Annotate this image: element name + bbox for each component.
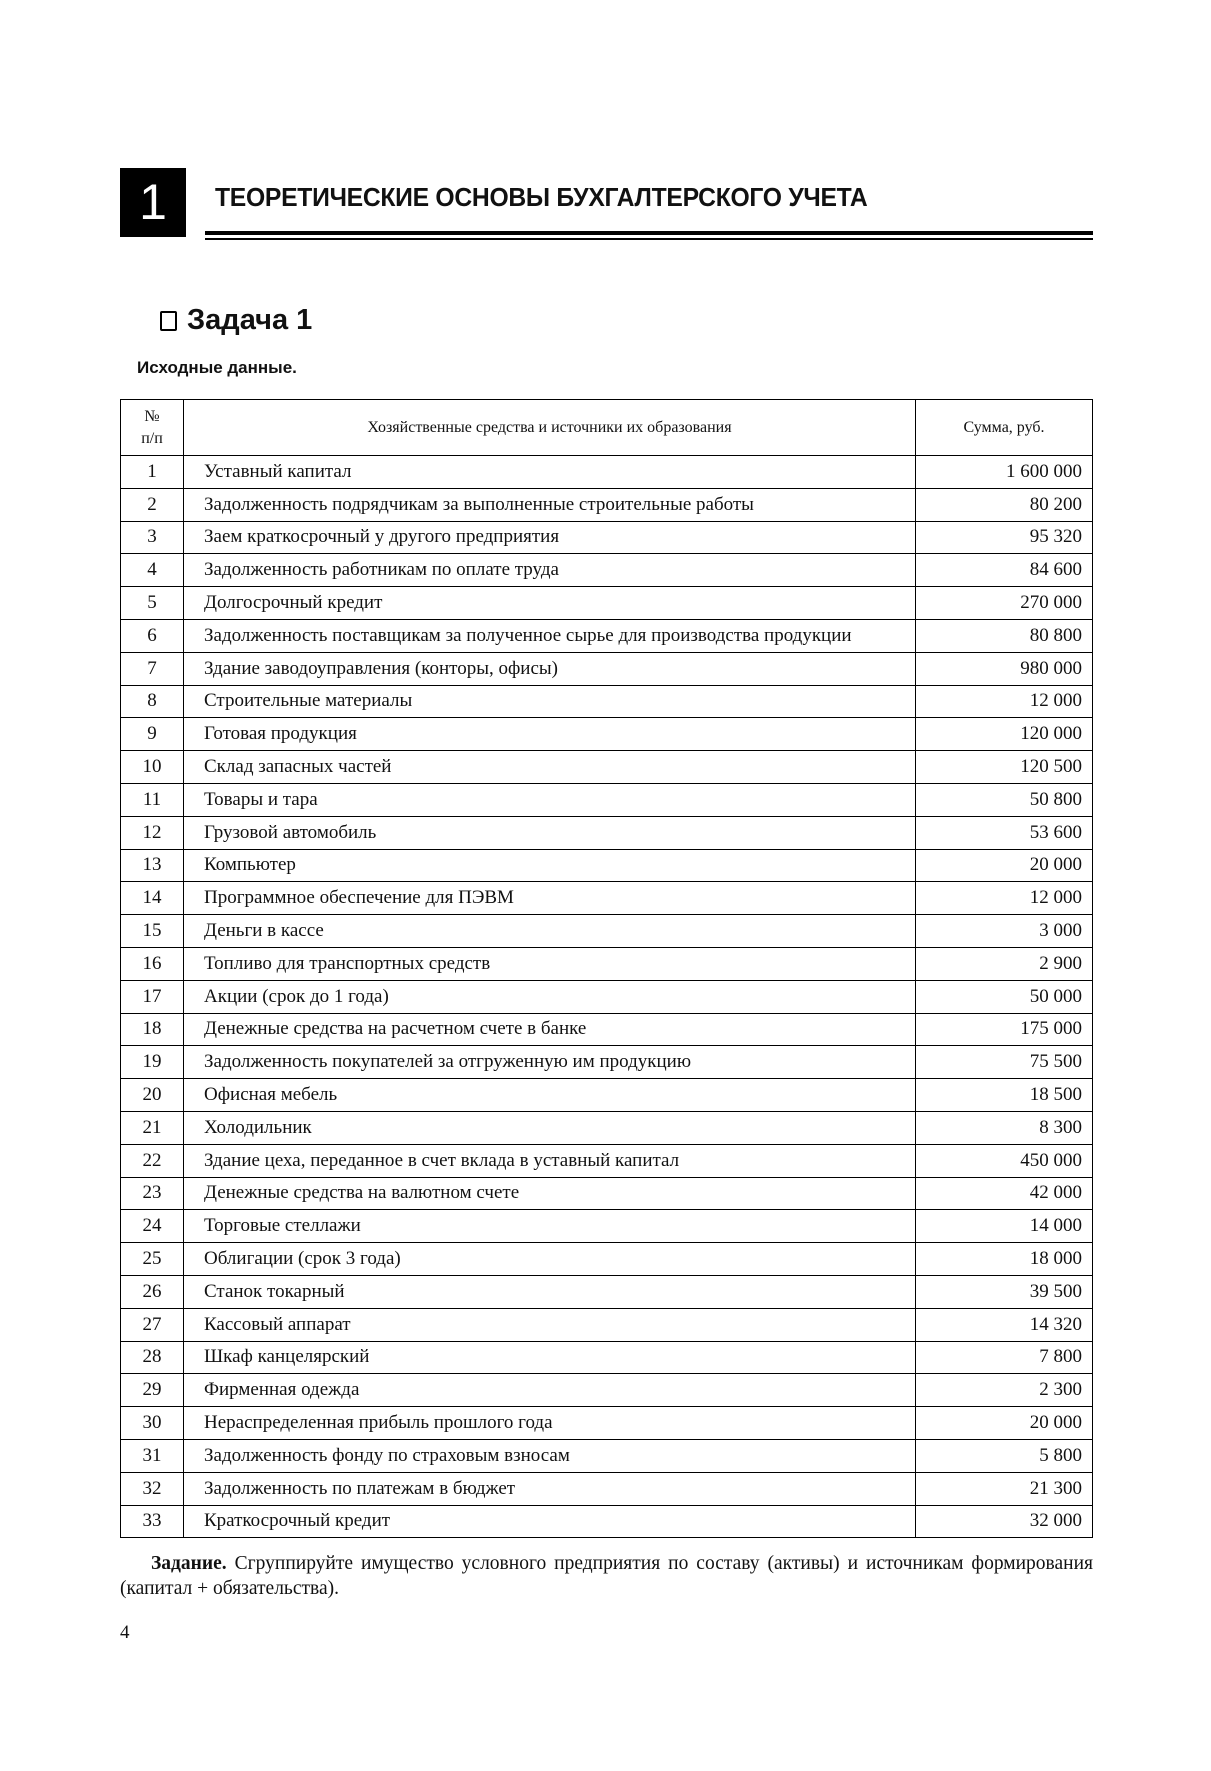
row-item: Грузовой автомобиль — [184, 816, 916, 849]
row-sum: 18 500 — [916, 1079, 1093, 1112]
row-number: 3 — [121, 521, 184, 554]
row-item: Компьютер — [184, 849, 916, 882]
source-data-label: Исходные данные. — [137, 358, 297, 377]
table-row — [121, 915, 1093, 948]
assignment-text: Сгруппируйте имущество условного предприятия по составу (активы) и источникам формирования (капитал + обязательства). — [120, 1553, 1093, 1599]
table-row — [121, 816, 1093, 849]
row-sum: 450 000 — [916, 1144, 1093, 1177]
chapter-title: ТЕОРЕТИЧЕСКИЕ ОСНОВЫ БУХГАЛТЕРСКОГО УЧЕТА — [215, 182, 868, 212]
table-row — [121, 1144, 1093, 1177]
table-row — [121, 685, 1093, 718]
table-row — [121, 521, 1093, 554]
row-number: 10 — [121, 751, 184, 784]
row-sum: 20 000 — [916, 1407, 1093, 1440]
row-number: 26 — [121, 1275, 184, 1308]
table-row — [121, 1275, 1093, 1308]
table-row — [121, 980, 1093, 1013]
assignment-paragraph — [120, 1551, 1093, 1601]
table-row — [121, 1079, 1093, 1112]
row-sum: 53 600 — [916, 816, 1093, 849]
row-item: Задолженность работникам по оплате труда — [184, 554, 916, 587]
task-heading — [160, 304, 312, 337]
table-row — [121, 1439, 1093, 1472]
row-number: 14 — [121, 882, 184, 915]
assignment-label: Задание. — [151, 1553, 227, 1574]
table-header-row — [121, 400, 1093, 456]
table-row — [121, 1407, 1093, 1440]
row-sum: 80 800 — [916, 619, 1093, 652]
row-sum: 7 800 — [916, 1341, 1093, 1374]
row-number: 27 — [121, 1308, 184, 1341]
table-row — [121, 488, 1093, 521]
row-sum: 2 900 — [916, 947, 1093, 980]
header-item: Хозяйственные средства и источники их образования — [184, 400, 916, 456]
row-number: 4 — [121, 554, 184, 587]
row-sum: 2 300 — [916, 1374, 1093, 1407]
row-item: Задолженность поставщикам за полученное сырье для производства продукции — [184, 619, 916, 652]
row-number: 24 — [121, 1210, 184, 1243]
row-sum: 95 320 — [916, 521, 1093, 554]
table-row — [121, 947, 1093, 980]
row-item: Склад запасных частей — [184, 751, 916, 784]
row-number: 12 — [121, 816, 184, 849]
row-item: Задолженность покупателей за отгруженную им продукцию — [184, 1046, 916, 1079]
row-number: 6 — [121, 619, 184, 652]
task-title: Задача 1 — [187, 304, 313, 336]
data-table — [120, 399, 1093, 1538]
row-number: 2 — [121, 488, 184, 521]
row-sum: 14 000 — [916, 1210, 1093, 1243]
title-rule-thin — [205, 238, 1093, 240]
row-sum: 270 000 — [916, 587, 1093, 620]
table-row — [121, 1505, 1093, 1538]
row-sum: 12 000 — [916, 685, 1093, 718]
row-number: 16 — [121, 947, 184, 980]
row-item: Денежные средства на расчетном счете в банке — [184, 1013, 916, 1046]
row-sum: 8 300 — [916, 1111, 1093, 1144]
row-item: Акции (срок до 1 года) — [184, 980, 916, 1013]
checkbox-square-icon — [160, 311, 177, 331]
row-item: Товары и тара — [184, 783, 916, 816]
row-sum: 5 800 — [916, 1439, 1093, 1472]
row-number: 18 — [121, 1013, 184, 1046]
table-row — [121, 1308, 1093, 1341]
row-number: 13 — [121, 849, 184, 882]
row-sum: 39 500 — [916, 1275, 1093, 1308]
row-number: 29 — [121, 1374, 184, 1407]
row-item: Здание цеха, переданное в счет вклада в уставный капитал — [184, 1144, 916, 1177]
row-item: Топливо для транспортных средств — [184, 947, 916, 980]
table-row — [121, 882, 1093, 915]
row-sum: 50 800 — [916, 783, 1093, 816]
chapter-number-box: 1 — [120, 168, 186, 237]
row-sum: 21 300 — [916, 1472, 1093, 1505]
table-row — [121, 587, 1093, 620]
row-number: 30 — [121, 1407, 184, 1440]
row-number: 8 — [121, 685, 184, 718]
row-sum: 20 000 — [916, 849, 1093, 882]
row-item: Офисная мебель — [184, 1079, 916, 1112]
row-item: Холодильник — [184, 1111, 916, 1144]
row-item: Денежные средства на валютном счете — [184, 1177, 916, 1210]
row-sum: 14 320 — [916, 1308, 1093, 1341]
row-sum: 3 000 — [916, 915, 1093, 948]
header-number — [121, 400, 184, 456]
row-number: 28 — [121, 1341, 184, 1374]
row-item: Готовая продукция — [184, 718, 916, 751]
table-row — [121, 1046, 1093, 1079]
row-item: Кассовый аппарат — [184, 1308, 916, 1341]
row-item: Заем краткосрочный у другого предприятия — [184, 521, 916, 554]
row-item: Торговые стеллажи — [184, 1210, 916, 1243]
row-sum: 12 000 — [916, 882, 1093, 915]
table-row — [121, 849, 1093, 882]
row-number: 20 — [121, 1079, 184, 1112]
header-number-line1: № — [144, 407, 160, 425]
row-number: 7 — [121, 652, 184, 685]
row-number: 21 — [121, 1111, 184, 1144]
row-sum: 42 000 — [916, 1177, 1093, 1210]
table-row — [121, 652, 1093, 685]
table-row — [121, 1177, 1093, 1210]
row-sum: 120 500 — [916, 751, 1093, 784]
header-number-line2: п/п — [141, 429, 163, 447]
row-item: Строительные материалы — [184, 685, 916, 718]
table-row — [121, 619, 1093, 652]
row-sum: 120 000 — [916, 718, 1093, 751]
table-row — [121, 783, 1093, 816]
row-number: 5 — [121, 587, 184, 620]
row-sum: 84 600 — [916, 554, 1093, 587]
table-row — [121, 554, 1093, 587]
row-sum: 80 200 — [916, 488, 1093, 521]
row-sum: 32 000 — [916, 1505, 1093, 1538]
row-number: 31 — [121, 1439, 184, 1472]
row-item: Программное обеспечение для ПЭВМ — [184, 882, 916, 915]
table-row — [121, 1013, 1093, 1046]
row-item: Станок токарный — [184, 1275, 916, 1308]
table-row — [121, 1111, 1093, 1144]
row-number: 15 — [121, 915, 184, 948]
row-item: Деньги в кассе — [184, 915, 916, 948]
row-number: 25 — [121, 1243, 184, 1276]
row-item: Задолженность подрядчикам за выполненные строительные работы — [184, 488, 916, 521]
row-sum: 50 000 — [916, 980, 1093, 1013]
row-number: 17 — [121, 980, 184, 1013]
row-number: 9 — [121, 718, 184, 751]
row-number: 1 — [121, 456, 184, 489]
row-sum: 18 000 — [916, 1243, 1093, 1276]
row-item: Нераспределенная прибыль прошлого года — [184, 1407, 916, 1440]
row-sum: 175 000 — [916, 1013, 1093, 1046]
table-row — [121, 456, 1093, 489]
table-row — [121, 1472, 1093, 1505]
row-sum: 980 000 — [916, 652, 1093, 685]
table-row — [121, 718, 1093, 751]
row-sum: 1 600 000 — [916, 456, 1093, 489]
row-item: Уставный капитал — [184, 456, 916, 489]
row-item: Фирменная одежда — [184, 1374, 916, 1407]
title-rule-thick — [205, 231, 1093, 235]
row-number: 11 — [121, 783, 184, 816]
table-row — [121, 751, 1093, 784]
table-row — [121, 1210, 1093, 1243]
row-number: 33 — [121, 1505, 184, 1538]
page-number: 4 — [120, 1622, 130, 1643]
row-number: 32 — [121, 1472, 184, 1505]
row-number: 19 — [121, 1046, 184, 1079]
row-number: 23 — [121, 1177, 184, 1210]
row-item: Облигации (срок 3 года) — [184, 1243, 916, 1276]
table-row — [121, 1341, 1093, 1374]
row-item: Шкаф канцелярский — [184, 1341, 916, 1374]
table-row — [121, 1243, 1093, 1276]
row-item: Краткосрочный кредит — [184, 1505, 916, 1538]
row-item: Долгосрочный кредит — [184, 587, 916, 620]
row-number: 22 — [121, 1144, 184, 1177]
row-item: Задолженность по платежам в бюджет — [184, 1472, 916, 1505]
row-sum: 75 500 — [916, 1046, 1093, 1079]
row-item: Здание заводоуправления (конторы, офисы) — [184, 652, 916, 685]
table-row — [121, 1374, 1093, 1407]
header-sum: Сумма, руб. — [916, 400, 1093, 456]
row-item: Задолженность фонду по страховым взносам — [184, 1439, 916, 1472]
